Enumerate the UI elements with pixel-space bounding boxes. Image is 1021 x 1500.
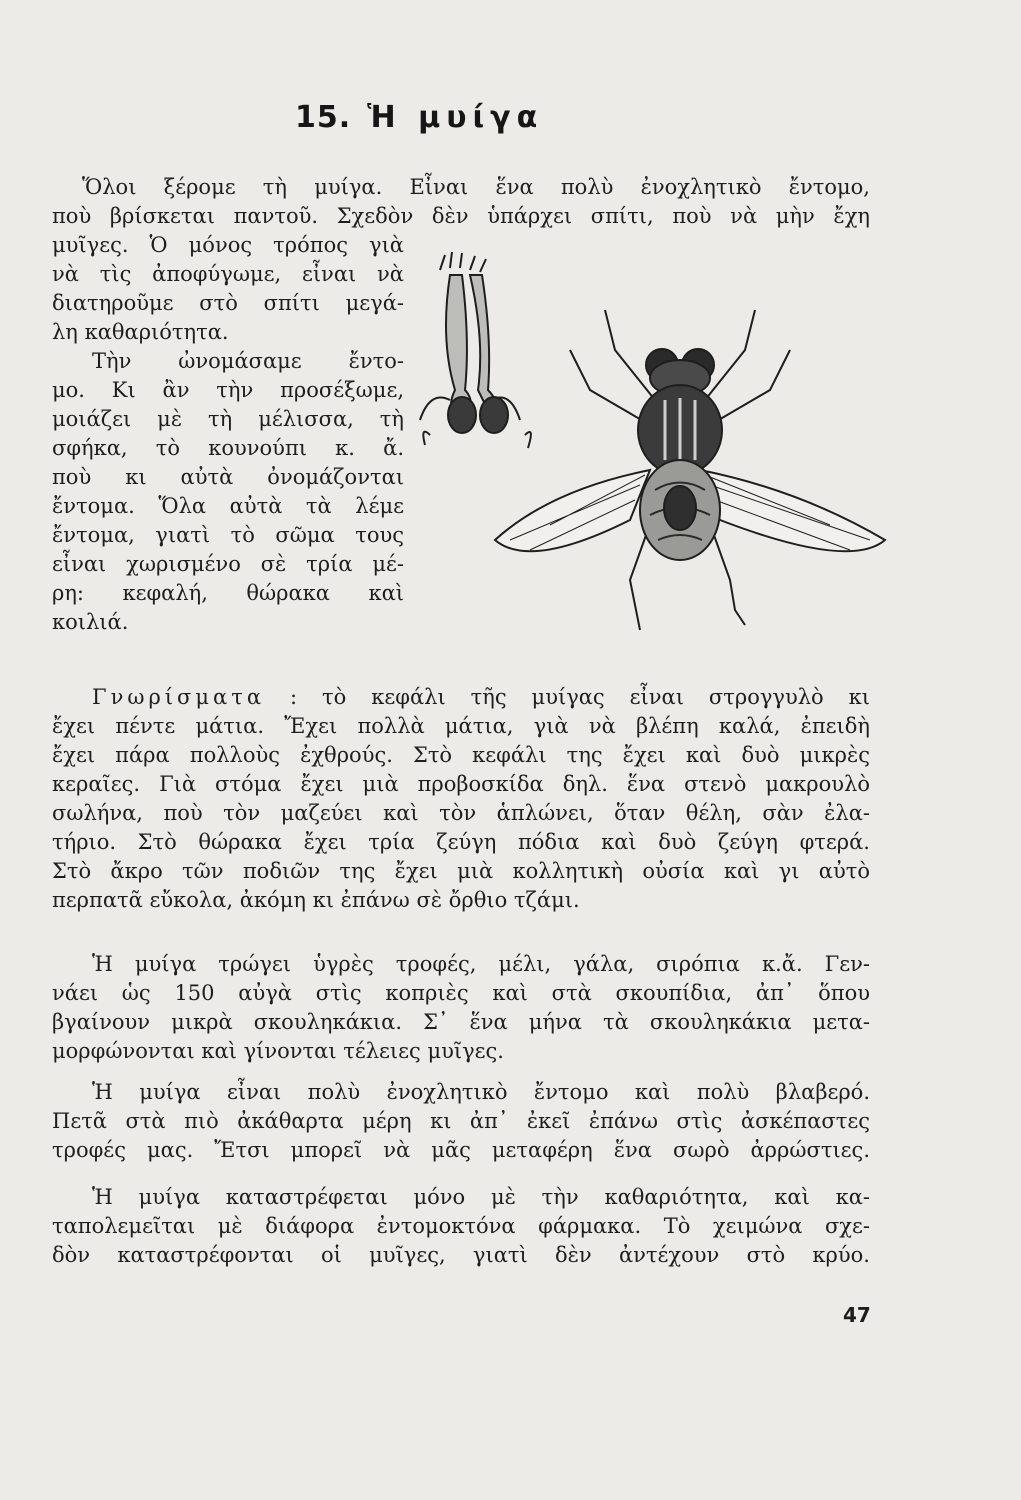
text-line: νάει ὡς 150 αὐγὰ στὶς κοπριὲς καὶ στὰ σκουπίδια, ἀπ᾽ ὅπου [52, 981, 870, 1005]
text-line: ποὺ βρίσκεται παντοῦ. Σχεδὸν δὲν ὑπάρχει σπίτι, ποὺ νὰ μὴν ἔχη [52, 204, 870, 228]
text-line: μορφώνονται καὶ γίνονται τέλειες μυῖγες. [52, 1039, 504, 1063]
text-line: κεραῖες. Γιὰ στόμα ἔχει μιὰ προβοσκίδα δηλ. ἕνα στενὸ μακρουλὸ [52, 772, 870, 796]
page-number: 47 [843, 1303, 871, 1327]
text-line: Ἡ μυίγα τρώγει ὑγρὲς τροφές, μέλι, γάλα, σιρόπια κ.ἄ. Γεν- [92, 952, 870, 976]
text-line: νὰ τὶς ἀποφύγωμε, εἶναι νὰ [52, 262, 404, 286]
fight-paragraph [52, 1183, 870, 1270]
text-line: Ἡ μυίγα καταστρέφεται μόνο μὲ τὴν καθαριότητα, καὶ κα- [92, 1185, 870, 1209]
text-line: Ὅλοι ξέρομε τὴ μυίγα. Εἶναι ἕνα πολὺ ἐνοχλητικὸ ἔντομο, [82, 175, 870, 199]
text-line: ἔντομα, γιατὶ τὸ σῶμα τους [52, 523, 404, 547]
text-line: ποὺ κι αὐτὰ ὀνομάζονται [52, 465, 404, 489]
chapter-heading [295, 100, 543, 135]
features-first-line: : τὸ κεφάλι τῆς μυίγας εἶναι στρογγυλὸ κι [289, 685, 870, 709]
fly-drawing [495, 310, 885, 630]
text-line: λη καθαριότητα. [52, 320, 229, 344]
text-line: Πετᾶ στὰ πιὸ ἀκάθαρτα μέρη κι ἀπ᾽ ἐκεῖ ἐπάνω στὶς ἀσκέπαστες [52, 1109, 870, 1133]
text-line: διατηροῦμε στὸ σπίτι μεγά- [52, 291, 404, 315]
text-line: τροφές μας. Ἔτσι μπορεῖ νὰ μᾶς μεταφέρη ἕνα σωρὸ ἀρρώστιες. [52, 1138, 870, 1162]
chapter-title: Ἡ μυίγα [367, 100, 544, 135]
text-line: ἔχει πάρα πολλοὺς ἐχθρούς. Στὸ κεφάλι της ἔχει καὶ δυὸ μικρὲς [52, 743, 870, 767]
intro-paragraph [52, 173, 870, 231]
harm-paragraph [52, 1078, 870, 1165]
text-line: δὸν καταστρέφονται οἱ μυῖγες, γιατὶ δὲν ἀντέχουν στὸ κρύο. [52, 1243, 870, 1267]
text-line: ρη: κεφαλή, θώρακα καὶ [52, 581, 404, 605]
text-line: Στὸ ἄκρο τῶν ποδιῶν της ἔχει μιὰ κολλητικὴ οὐσία καὶ γι αὐτὸ [52, 859, 870, 883]
text-line: περπατᾶ εὔκολα, ἀκόμη κι ἐπάνω σὲ ὄρθιο τζάμι. [52, 888, 580, 912]
text-line: βγαίνουν μικρὰ σκουληκάκια. Σ᾽ ἕνα μήνα τὰ σκουληκάκια μετα- [52, 1010, 870, 1034]
text-line: κοιλιά. [52, 610, 129, 634]
features-paragraph [52, 683, 870, 915]
text-line: τήριο. Στὸ θώρακα ἔχει τρία ζεύγη πόδια καὶ δυὸ ζεύγη φτερά. [52, 830, 870, 854]
text-line: μο. Κι ἂν τὴν προσέξωμε, [52, 378, 404, 402]
text-line: ἔχει πέντε μάτια. Ἔχει πολλὰ μάτια, γιὰ νὰ βλέπη καλά, ἐπειδὴ [52, 714, 870, 738]
side-column-text [52, 231, 404, 637]
text-line: μοιάζει μὲ τὴ μέλισσα, τὴ [52, 407, 404, 431]
food-paragraph [52, 950, 870, 1066]
text-line [52, 683, 870, 712]
text-line: Ἡ μυίγα εἶναι πολὺ ἐνοχλητικὸ ἔντομο καὶ πολὺ βλαβερό. [92, 1080, 870, 1104]
text-line: σωλήνα, ποὺ τὸν μαζεύει καὶ τὸν ἁπλώνει, ὅταν θέλη, σὰν ἐλα- [52, 801, 870, 825]
text-line: σφήκα, τὸ κουνούπι κ. ἄ. [52, 436, 404, 460]
text-line: ἔντομα. Ὅλα αὐτὰ τὰ λέμε [52, 494, 404, 518]
fly-illustration [400, 250, 890, 650]
text-line: μυῖγες. Ὁ μόνος τρόπος γιὰ [52, 233, 404, 257]
text-line: εἶναι χωρισμένο σὲ τρία μέ- [52, 552, 404, 576]
proboscis-drawing [420, 252, 531, 448]
chapter-number: 15. [295, 100, 352, 135]
text-line: Τὴν ὠνομάσαμε ἔντο- [92, 349, 404, 373]
text-line: ταπολεμεῖται μὲ διάφορα ἐντομοκτόνα φάρμακα. Τὸ χειμώνα σχε- [52, 1214, 870, 1238]
features-label: Γνωρίσματα [92, 685, 266, 709]
